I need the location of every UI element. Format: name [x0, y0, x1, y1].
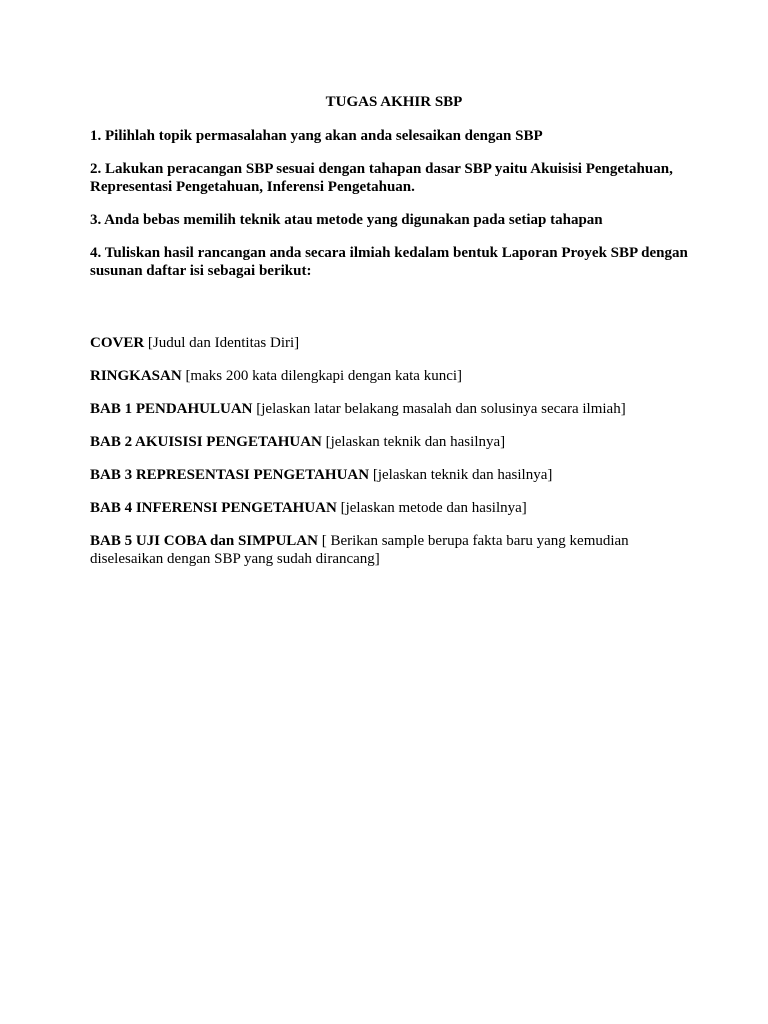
toc-heading: BAB 4 INFERENSI PENGETAHUAN	[90, 500, 337, 516]
toc-item-bab-2	[90, 433, 690, 451]
toc-item-ringkasan	[90, 367, 690, 385]
toc-heading: BAB 1 PENDAHULUAN	[90, 401, 253, 417]
toc-heading: BAB 2 AKUISISI PENGETAHUAN	[90, 434, 322, 450]
toc-note: [maks 200 kata dilengkapi dengan kata kunci]	[185, 368, 463, 384]
toc-note: [Judul dan Identitas Diri]	[147, 335, 300, 351]
toc-note: [jelaskan teknik dan hasilnya]	[372, 467, 553, 483]
instruction-1: 1. Pilihlah topik permasalahan yang akan anda selesaikan dengan SBP	[90, 128, 543, 144]
toc-item-bab-1	[90, 400, 690, 418]
section-spacer	[90, 295, 690, 334]
instruction-2: 2. Lakukan peracangan SBP sesuai dengan tahapan dasar SBP yaitu Akuisisi Pengetahuan, Representasi Pengetahuan, Inferensi Pengetahuan.	[90, 161, 673, 195]
toc-note: [ Berikan sample berupa fakta baru yang kemudian diselesaikan dengan SBP yang sudah dirancang]	[90, 533, 629, 567]
document-page	[90, 93, 690, 583]
toc-item-bab-3	[90, 466, 690, 484]
toc-note: [jelaskan latar belakang masalah dan solusinya secara ilmiah]	[256, 401, 626, 417]
instruction-4: 4. Tuliskan hasil rancangan anda secara ilmiah kedalam bentuk Laporan Proyek SBP dengan susunan daftar isi sebagai berikut:	[90, 245, 688, 279]
toc-heading: BAB 5 UJI COBA dan SIMPULAN	[90, 533, 318, 549]
toc-item-bab-4	[90, 499, 690, 517]
toc-item-bab-5	[90, 532, 690, 568]
document-title: TUGAS AKHIR SBP	[325, 94, 463, 110]
toc-item-cover	[90, 334, 690, 352]
toc-heading: COVER	[90, 335, 145, 351]
toc-note: [jelaskan teknik dan hasilnya]	[325, 434, 506, 450]
instruction-3: 3. Anda bebas memilih teknik atau metode yang digunakan pada setiap tahapan	[90, 212, 603, 228]
toc-heading: BAB 3 REPRESENTASI PENGETAHUAN	[90, 467, 370, 483]
toc-note: [jelaskan metode dan hasilnya]	[340, 500, 527, 516]
toc-heading: RINGKASAN	[90, 368, 182, 384]
